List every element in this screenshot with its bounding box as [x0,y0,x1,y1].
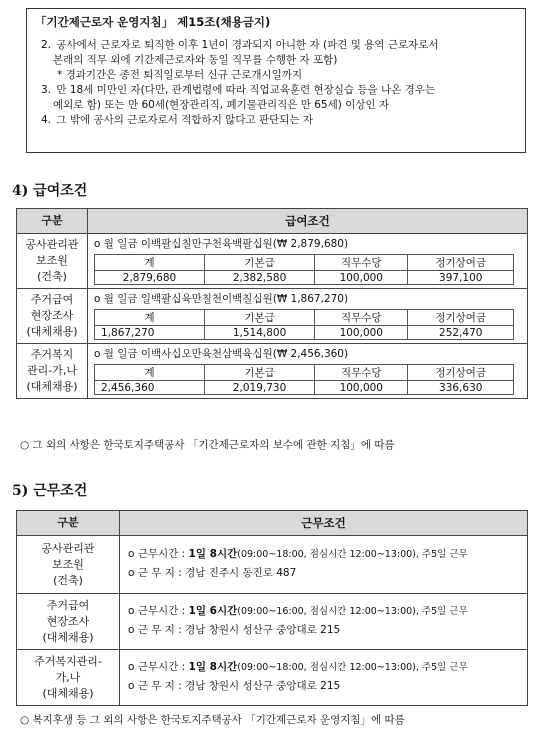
monthly-amount: o 월 일금 이백사십오만육천삼백육십원(₩ 2,456,360) [94,348,349,360]
salary-row-content [88,344,528,399]
work-row-content [120,536,528,594]
salary-heading: 4) 급여조건 [12,183,88,199]
salary-breakdown: 계 기본급 직무수당 정기상여금 2,879,680 2,382,580 100,000 397,100 [94,254,514,285]
rule-note: * 경과기간은 종전 퇴직일로부터 신규 근로개시일까지 [57,69,303,81]
work-row-category: 주거복지관리- 가,나 (대체채용) [17,650,120,706]
work-heading: 5) 근무조건 [12,483,88,499]
box-title: 「기간제근로자 운영지침」 제15조(채용금지) [35,15,271,29]
monthly-amount: o 월 일금 이백팔십칠만구천육백팔십원(₩ 2,879,680) [94,238,349,250]
hiring-restriction-box [26,8,526,153]
salary-row-category: 공사관리관 보조원 (건축) [17,234,88,289]
salary-row-category: 주거급여 현장조사 (대체채용) [17,289,88,344]
work-row [17,650,528,706]
rule-item-3: 3. 만 18세 미만인 자(다만, 관계법령에 따라 직업교육훈련 현장실습 등을 나온 경우는 예외로 함) 또는 만 60세(현장관리직, 폐기물관리직은 만 65세) 이상인 자 [41,84,436,111]
work-row [17,536,528,594]
salary-row [17,234,528,289]
salary-footnote: ○ 그 외의 사항은 한국토지주택공사 「기간제근로자의 보수에 관한 지침」에 따름 [20,439,395,451]
salary-col-condition: 급여조건 [88,209,528,234]
work-row-category: 주거급여 현장조사 (대체채용) [17,594,120,650]
salary-row-category: 주거복지 관리-가,나 (대체채용) [17,344,88,399]
work-hours: o 근무시간 : 1일 8시간(09:00~18:00, 점심시간 12:00~13:00), 주5일 근무 [128,661,468,673]
work-hours: o 근무시간 : 1일 6시간(09:00~16:00, 점심시간 12:00~13:00), 주5일 근무 [128,605,468,617]
work-col-condition: 근무조건 [120,511,528,536]
salary-breakdown: 계 기본급 직무수당 정기상여금 1,867,270 1,514,800 100,000 252,470 [94,309,514,340]
work-footnote: ○ 복지후생 등 그 외의 사항은 한국토지주택공사 「기간제근로자 운영지침」에 따름 [20,714,405,726]
work-row-content [120,594,528,650]
work-location: o 근 무 지 : 경남 창원시 성산구 중앙대로 215 [128,624,341,636]
work-location: o 근 무 지 : 경남 진주시 동진로 487 [128,567,297,579]
work-row-category: 공사관리관 보조원 (건축) [17,536,120,594]
work-hours: o 근무시간 : 1일 8시간(09:00~18:00, 점심시간 12:00~13:00), 주5일 근무 [128,548,468,560]
work-location: o 근 무 지 : 경남 창원시 성산구 중앙대로 215 [128,680,341,692]
work-table [16,510,528,706]
salary-row-content [88,289,528,344]
monthly-amount: o 월 일금 일백팔십육만칠천이백칠십원(₩ 1,867,270) [94,293,349,305]
work-row-content [120,650,528,706]
rule-item-4: 4. 그 밖에 공사의 근로자로서 적합하지 않다고 판단되는 자 [41,114,313,126]
work-col-category: 구분 [17,511,120,536]
work-row [17,594,528,650]
salary-row [17,289,528,344]
salary-row-content [88,234,528,289]
salary-row [17,344,528,399]
rule-item-2: 2. 공사에서 근로자로 퇴직한 이후 1년이 경과되지 아니한 자 (파견 및 용역 근로자로서 본래의 직무 외에 기간제근로자와 동일 직무를 수행한 자 포함) [41,39,439,66]
salary-breakdown: 계 기본급 직무수당 정기상여금 2,456,360 2,019,730 100,000 336,630 [94,364,514,395]
salary-col-category: 구분 [17,209,88,234]
salary-table [16,208,528,399]
